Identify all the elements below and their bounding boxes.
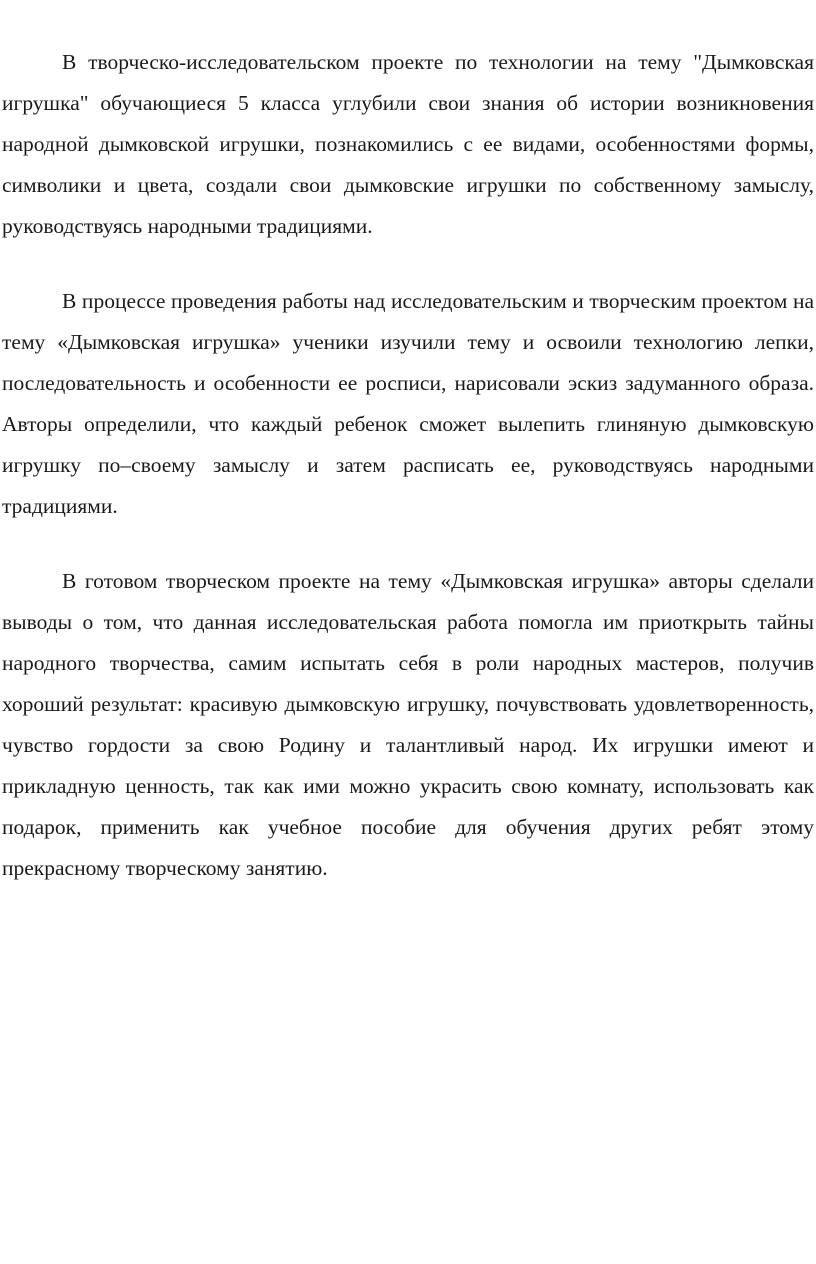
paragraph-3: В готовом творческом проекте на тему «Дымковская игрушка» авторы сделали выводы о том, что данная исследовательская работа помогла им приоткрыть тайны народного творчества, самим испытать себя в роли народных мастеров, получив хороший результат: красивую дымковскую игрушку, почувствовать удовлетворенность, чувство гордости за свою Родину и талантливый народ. Их игрушки имеют и прикладную ценность, так как ими можно украсить свою комнату, использовать как подарок, применить как учебное пособие для обучения других ребят этому прекрасному творческому занятию. xyxy=(2,569,814,880)
paragraph-2: В процессе проведения работы над исследовательским и творческим проектом на тему «Дымковская игрушка» ученики изучили тему и освоили технологию лепки, последовательность и особенности ее росписи, нарисовали эскиз задуманного образа. Авторы определили, что каждый ребенок сможет вылепить глиняную дымковскую игрушку по–своему замыслу и затем расписать ее, руководствуясь народными традициями. xyxy=(2,289,814,518)
paragraph-1: В творческо-исследовательском проекте по технологии на тему "Дымковская игрушка" обучающиеся 5 класса углубили свои знания об истории возникновения народной дымковской игрушки, познакомились с ее видами, особенностями формы, символики и цвета, создали свои дымковские игрушки по собственному замыслу, руководствуясь народными традициями. xyxy=(2,50,814,238)
document-body xyxy=(2,42,814,889)
